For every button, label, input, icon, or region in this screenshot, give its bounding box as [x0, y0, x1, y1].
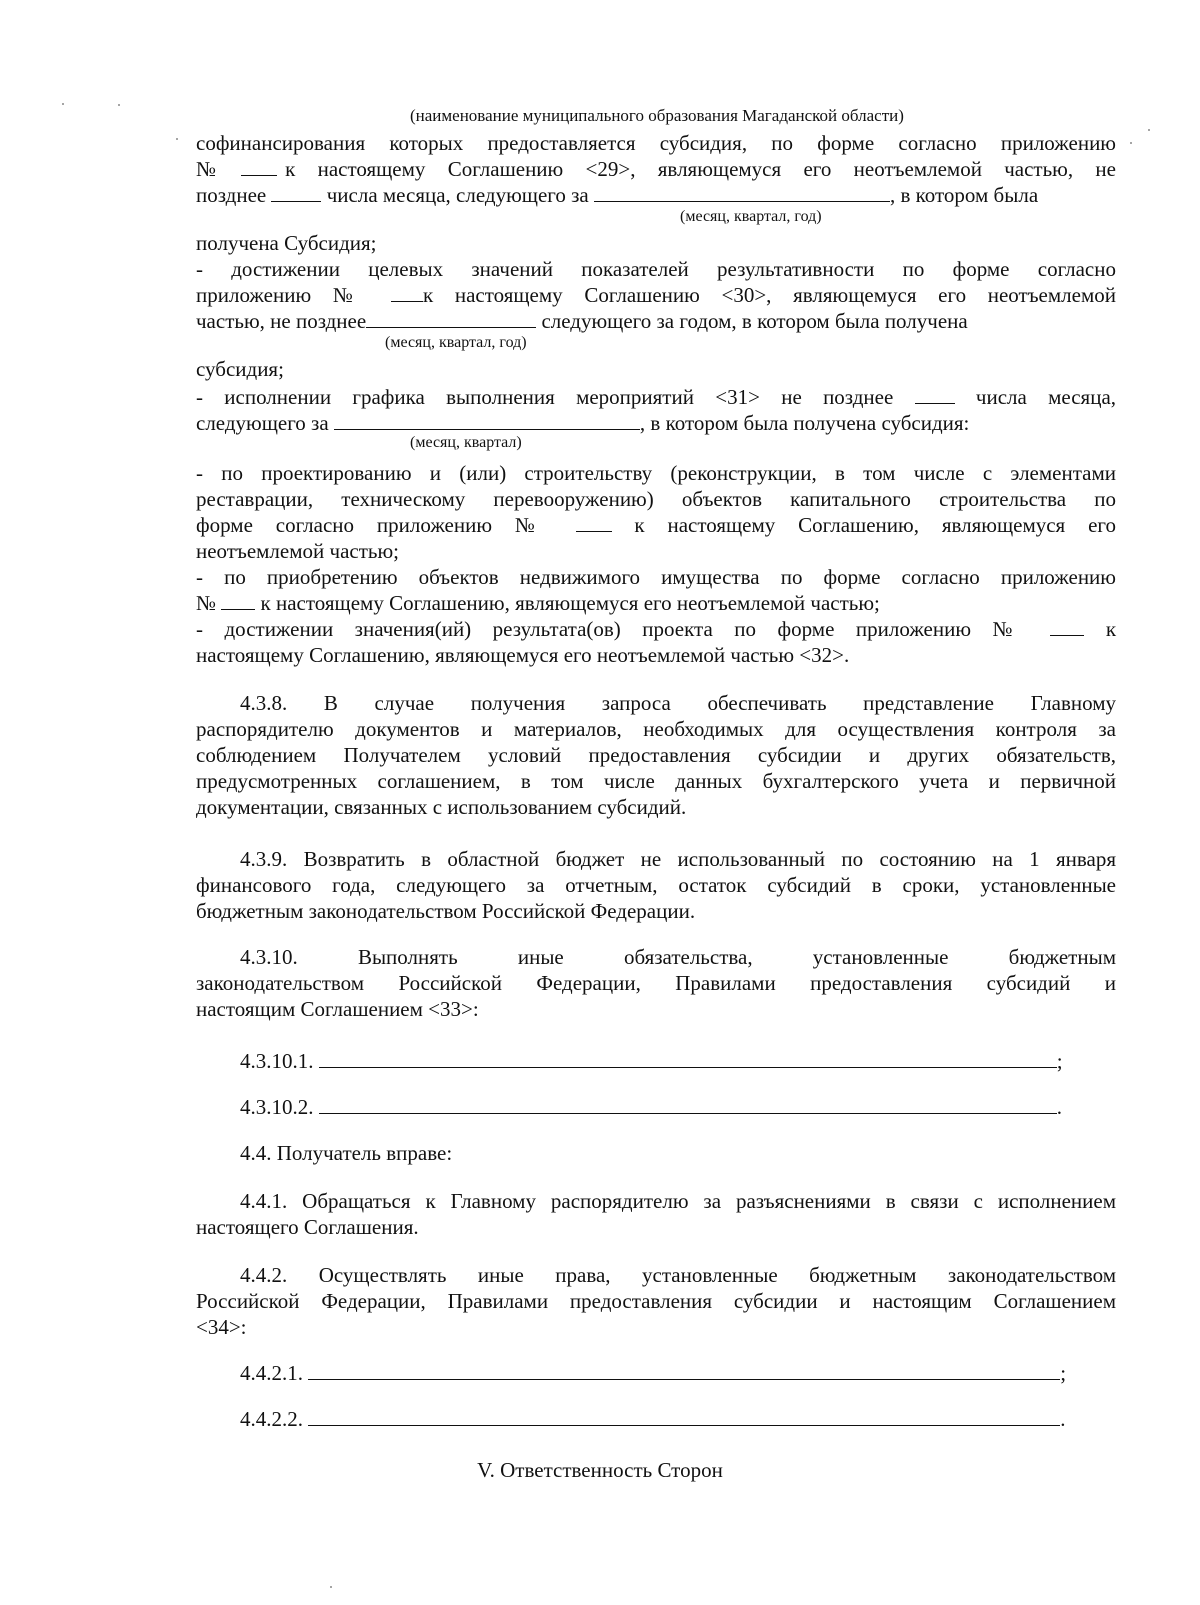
paragraph-line: 4.4. Получатель вправе: [240, 1141, 453, 1165]
paragraph-line: бюджетным законодательством Российской Федерации. [196, 899, 696, 923]
fill-line-4-3-10-2: 4.3.10.2. . [240, 1095, 1062, 1119]
text-line: неотъемлемой частью; [196, 539, 399, 563]
text-line: форме согласно приложению № к настоящему Соглашению, являющемуся его [196, 513, 1117, 537]
blank-field[interactable] [366, 309, 536, 328]
blank-field[interactable] [308, 1361, 1060, 1380]
paragraph-line: распорядителю документов и материалов, необходимых для осуществления контроля за [196, 717, 1116, 741]
paragraph-line: 4.4.2. Осуществлять иные права, установленные бюджетным законодательством [240, 1263, 1116, 1287]
paragraph-line: соблюдением Получателем условий предоставления субсидии и других обязательств, [196, 743, 1116, 767]
paragraph-line: Российской Федерации, Правилами предоставления субсидии и настоящим Соглашением [196, 1289, 1116, 1313]
text-line: получена Субсидия; [196, 231, 377, 255]
paragraph-line: 4.3.10. Выполнять иные обязательства, установленные бюджетным [240, 945, 1116, 969]
blank-field[interactable] [308, 1407, 1060, 1426]
blank-field[interactable] [319, 1049, 1057, 1068]
scan-speck [118, 104, 120, 106]
text-line: - достижении значения(ий) результата(ов) проекта по форме приложению № к [196, 617, 1117, 641]
blank-field[interactable] [319, 1095, 1057, 1114]
blank-field[interactable] [915, 385, 955, 404]
text-line: - по приобретению объектов недвижимого имущества по форме согласно приложению [196, 565, 1116, 589]
blank-field[interactable] [334, 411, 640, 430]
text-line: частью, не позднее следующего за годом, в котором была получена [196, 309, 968, 333]
text-line: приложению № к настоящему Соглашению <30>, являющемуся его неотъемлемой [196, 283, 1116, 307]
blank-field[interactable] [594, 183, 890, 202]
text-line: - достижении целевых значений показателей результативности по форме согласно [196, 257, 1116, 281]
text-line: № к настоящему Соглашению <29>, являющемуся его неотъемлемой частью, не [196, 157, 1116, 181]
caption: (месяц, квартал, год) [680, 208, 822, 225]
paragraph-line: законодательством Российской Федерации, Правилами предоставления субсидий и [196, 971, 1116, 995]
fill-line-4-4-2-1: 4.4.2.1. ; [240, 1361, 1067, 1385]
text-line: субсидия; [196, 357, 284, 381]
text-line: софинансирования которых предоставляется субсидия, по форме согласно приложению [196, 131, 1116, 155]
paragraph-line: <34>: [196, 1315, 247, 1339]
text-line: позднее числа месяца, следующего за , в котором была [196, 183, 1039, 207]
section-heading: V. Ответственность Сторон [477, 1458, 723, 1482]
text-line: настоящему Соглашению, являющемуся его неотъемлемой частью <32>. [196, 643, 850, 667]
caption: (месяц, квартал, год) [385, 334, 527, 351]
paragraph-line: 4.4.1. Обращаться к Главному распорядителю за разъяснениями в связи с исполнением [240, 1189, 1116, 1213]
scan-speck [330, 1586, 332, 1588]
text-line: реставрации, техническому перевооружению) объектов капитального строительства по [196, 487, 1116, 511]
text-line: - по проектированию и (или) строительству (реконструкции, в том числе с элементами [196, 461, 1116, 485]
scan-speck [62, 103, 64, 105]
scan-speck [1130, 142, 1132, 144]
blank-field[interactable] [221, 591, 255, 610]
paragraph-line: 4.3.8. В случае получения запроса обеспечивать представление Главному [240, 691, 1116, 715]
paragraph-line: настоящим Соглашением <33>: [196, 997, 479, 1021]
paragraph-line: настоящего Соглашения. [196, 1215, 419, 1239]
text-line: следующего за , в котором была получена субсидия: [196, 411, 970, 435]
scan-speck [176, 138, 178, 140]
caption-municipality: (наименование муниципального образования Магаданской области) [410, 106, 904, 125]
blank-field[interactable] [271, 183, 321, 202]
paragraph-line: документации, связанных с использованием субсидий. [196, 795, 687, 819]
paragraph-line: финансового года, следующего за отчетным, остаток субсидий в сроки, установленные [196, 873, 1116, 897]
paragraph-line: 4.3.9. Возвратить в областной бюджет не использованный по состоянию на 1 января [240, 847, 1116, 871]
scan-speck [1148, 129, 1150, 131]
blank-field[interactable] [576, 513, 612, 532]
blank-field[interactable] [241, 157, 277, 176]
fill-line-4-3-10-1: 4.3.10.1. ; [240, 1049, 1063, 1073]
blank-field[interactable] [391, 283, 423, 302]
fill-line-4-4-2-2: 4.4.2.2. . [240, 1407, 1066, 1431]
paragraph-line: предусмотренных соглашением, в том числе данных бухгалтерского учета и первичной [196, 769, 1116, 793]
text-line: - исполнении графика выполнения мероприятий <31> не позднее числа месяца, [196, 385, 1117, 409]
blank-field[interactable] [1050, 617, 1084, 636]
text-line: № к настоящему Соглашению, являющемуся его неотъемлемой частью; [196, 591, 880, 615]
caption: (месяц, квартал) [410, 434, 522, 451]
